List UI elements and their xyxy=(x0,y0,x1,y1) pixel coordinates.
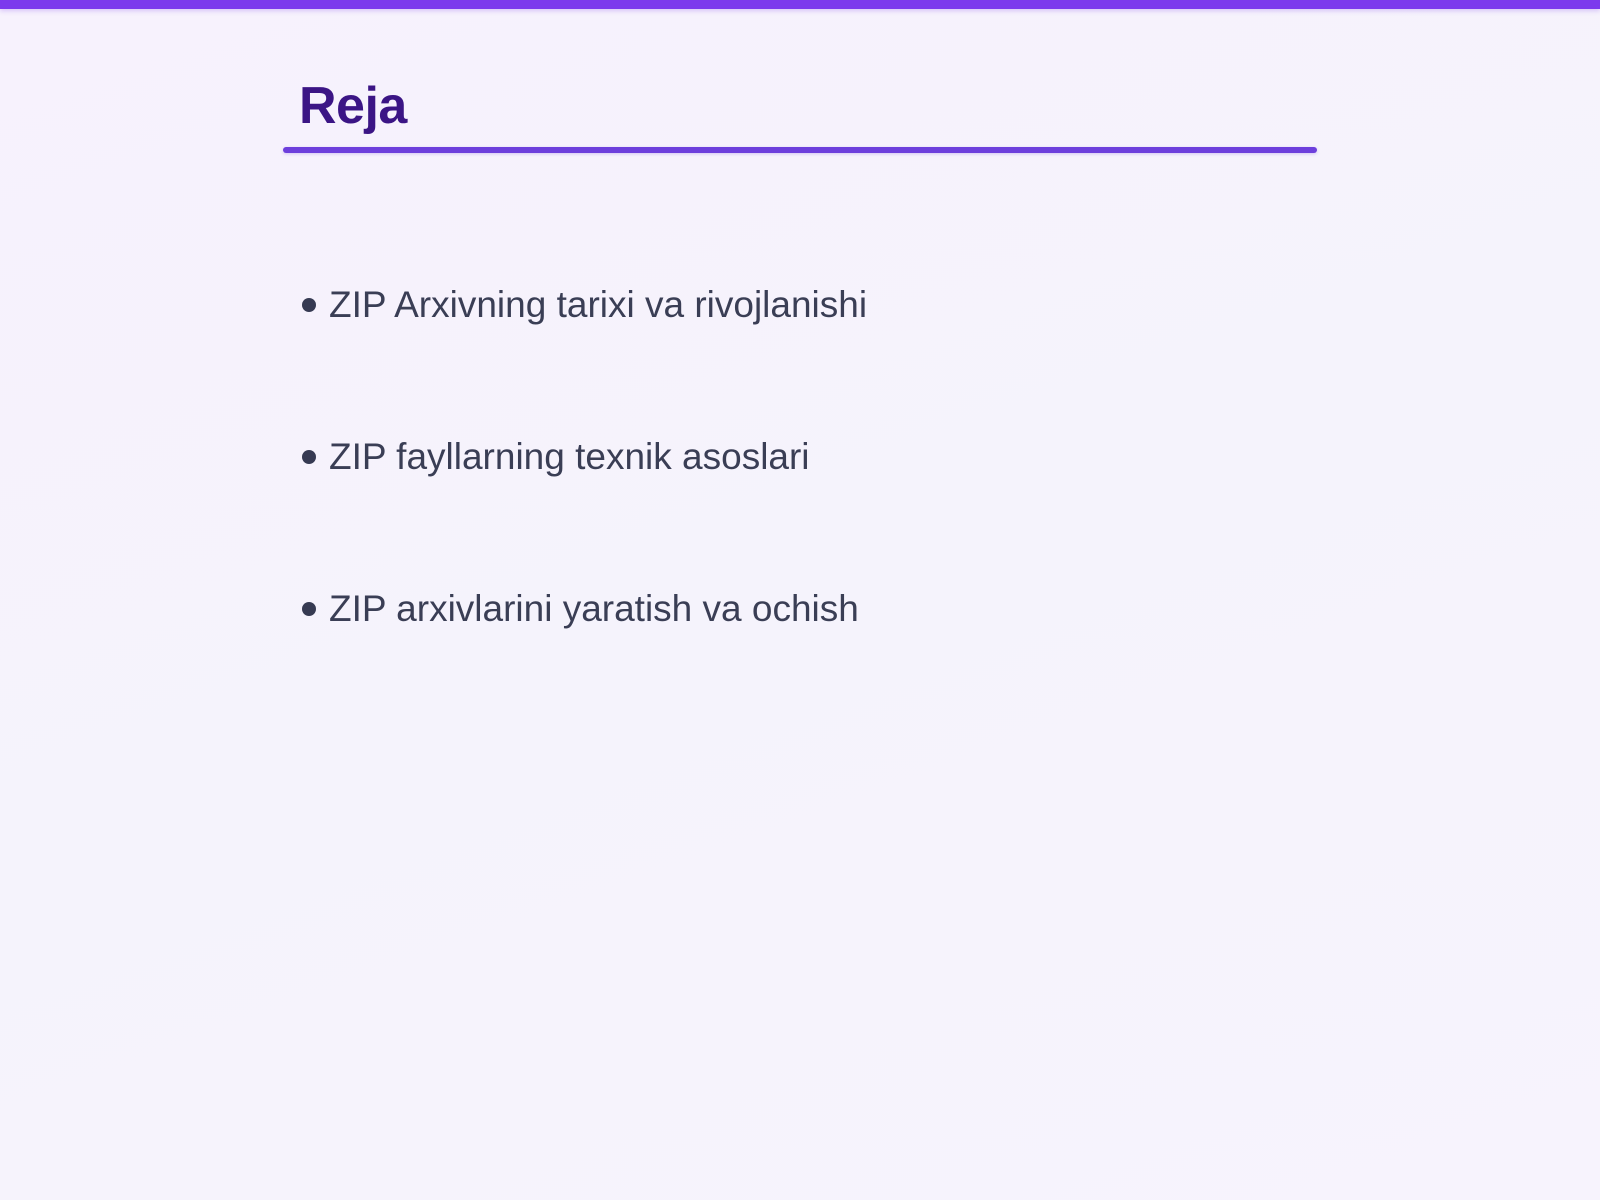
top-accent-bar xyxy=(0,0,1600,9)
bullet-text: ZIP arxivlarini yaratish va ochish xyxy=(329,588,859,629)
bullet-dot-icon xyxy=(302,298,316,312)
bullet-text: ZIP Arxivning tarixi va rivojlanishi xyxy=(329,284,868,325)
slide-title: Reja xyxy=(299,77,407,135)
bullet-dot-icon xyxy=(302,602,316,616)
title-underline xyxy=(283,147,1317,153)
slide-header xyxy=(283,56,1317,154)
bullet-dot-icon xyxy=(302,450,316,464)
bullet-text: ZIP fayllarning texnik asoslari xyxy=(329,436,810,477)
